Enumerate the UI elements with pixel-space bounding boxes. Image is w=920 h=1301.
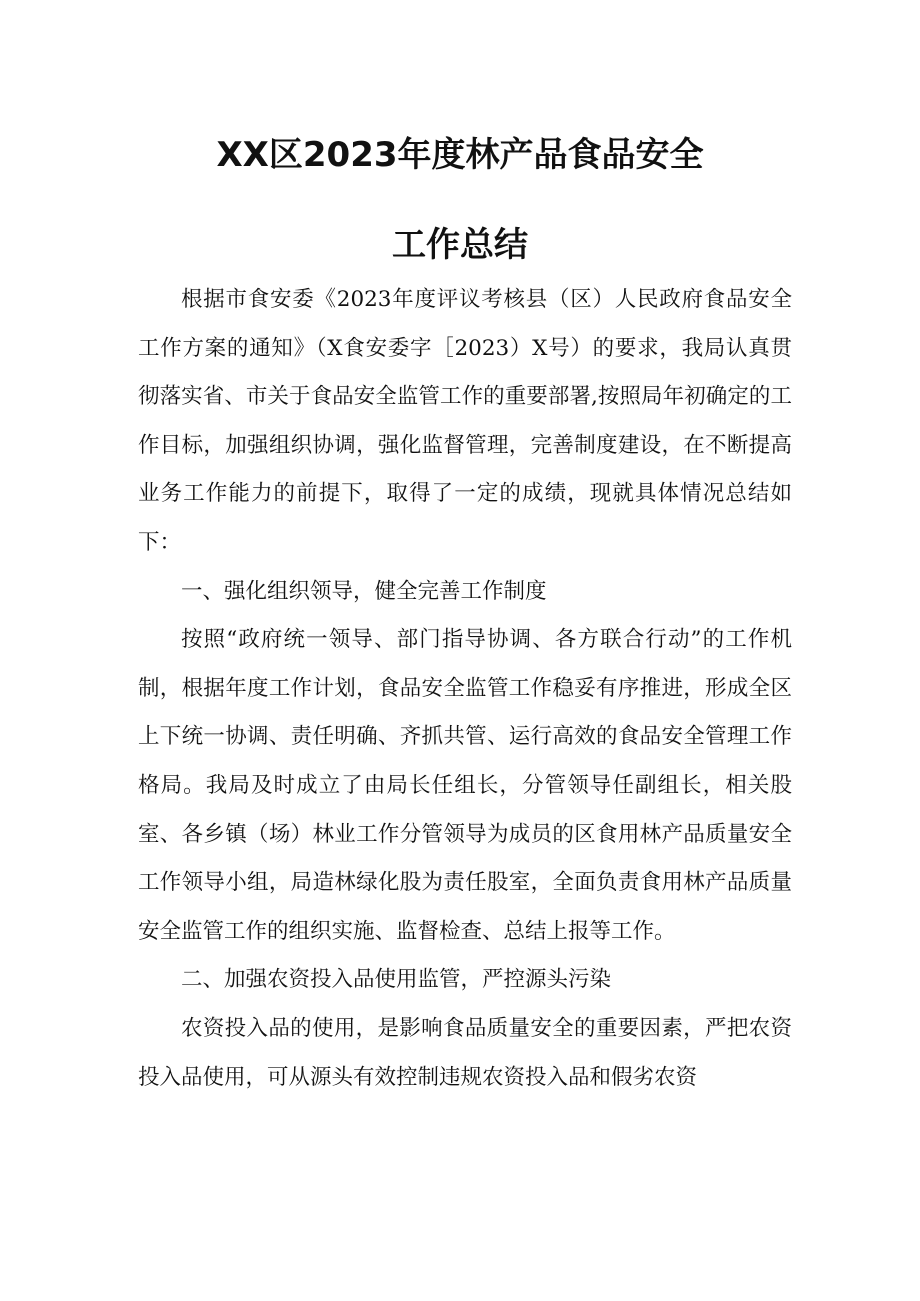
document-title-line-2: 工作总结	[392, 225, 528, 265]
paragraph-section-1: 按照“政府统一领导、部门指导协调、各方联合行动”的工作机制，根据年度工作计划，食品安全监管工作稳妥有序推进，形成全区上下统一协调、责任明确、齐抓共管、运行高效的食品安全管理工作格局。我局及时成立了由局长任组长，分管领导任副组长，相关股室、各乡镇（场）林业工作分管领导为成员的区食用林产品质量安全工作领导小组，局造林绿化股为责任股室，全面负责食用林产品质量安全监管工作的组织实施、监督检查、总结上报等工作。	[138, 627, 792, 944]
paragraph-intro: 根据市食安委《2023年度评议考核县（区）人民政府食品安全工作方案的通知》（X食安委字［2023）X号）的要求，我局认真贯彻落实省、市关于食品安全监管工作的重要部署,按照局年初确定的工作目标，加强组织协调，强化监督管理，完善制度建设，在不断提高业务工作能力的前提下，取得了一定的成绩，现就具体情况总结如下：	[138, 287, 792, 555]
document-body	[138, 276, 792, 1102]
document-title-line-1: XX区2023年度林产品食品安全	[216, 135, 704, 175]
paragraph-section-2: 农资投入品的使用，是影响食品质量安全的重要因素，严把农资投入品使用，可从源头有效控制违规农资投入品和假劣农资	[138, 1015, 792, 1090]
section-heading-2: 二、加强农资投入品使用监管，严控源头污染	[181, 967, 612, 993]
section-heading-1: 一、强化组织领导，健全完善工作制度	[181, 578, 547, 604]
